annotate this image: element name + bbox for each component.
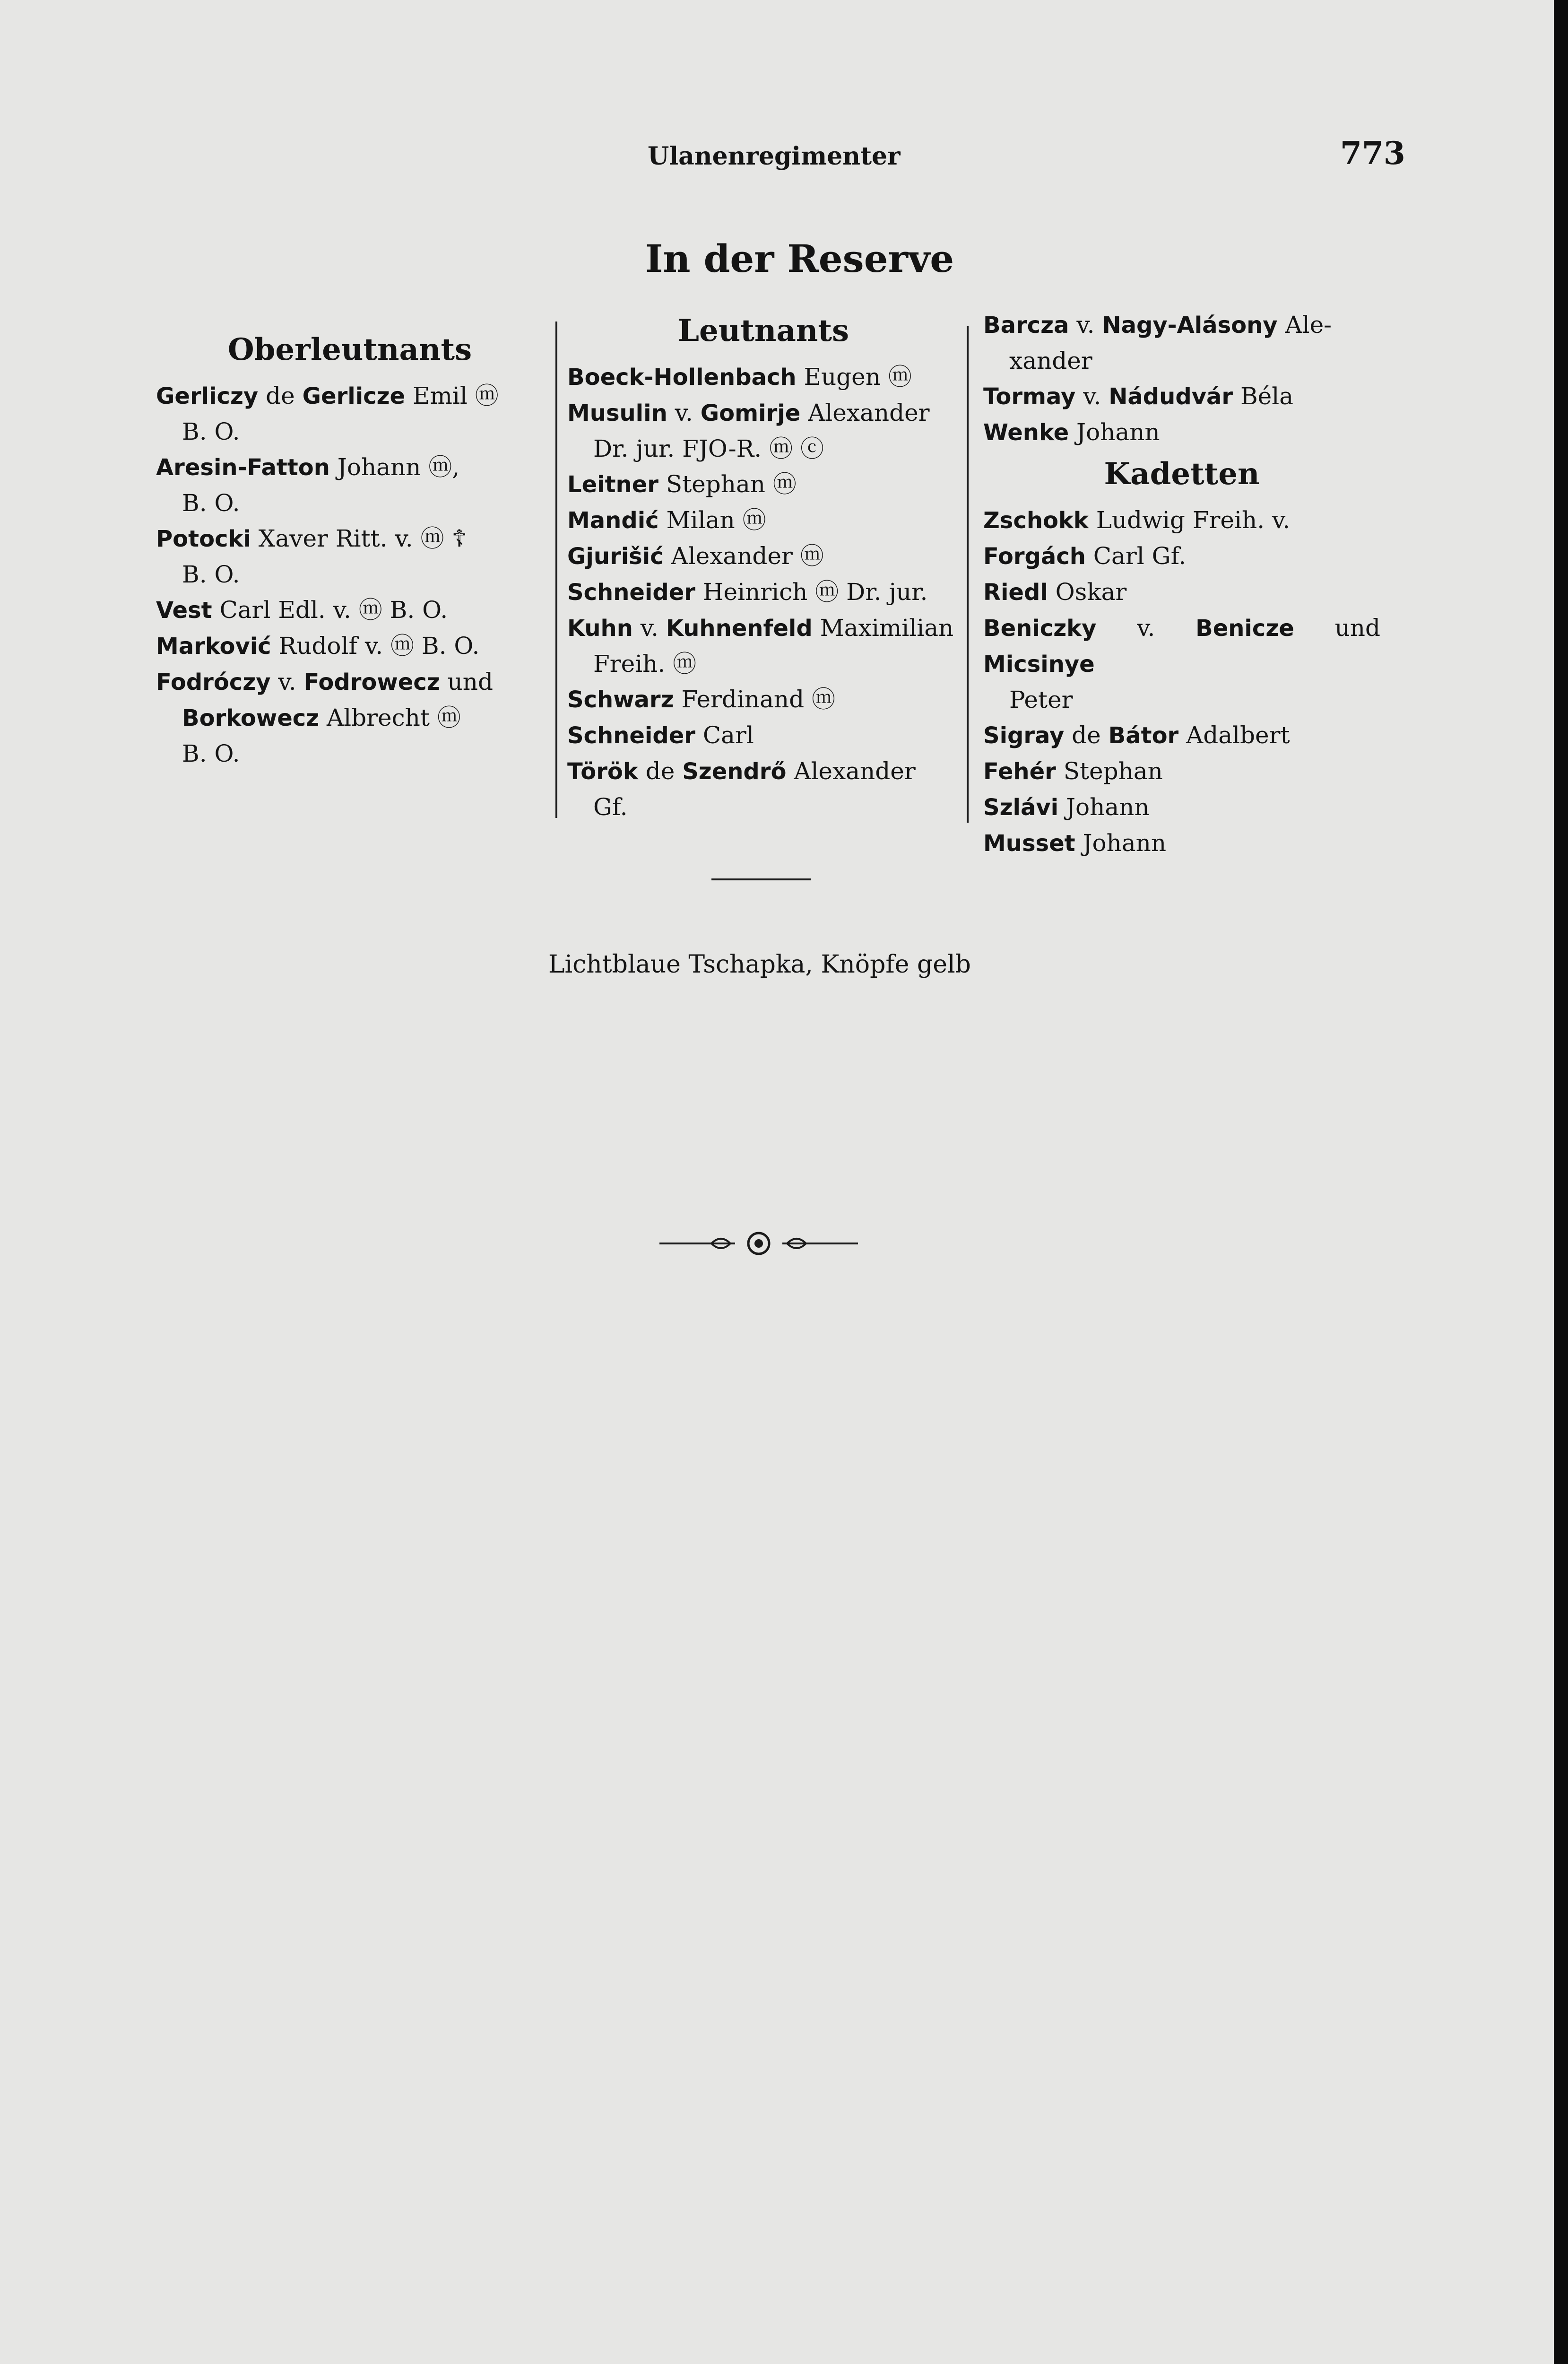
name-text: Béla xyxy=(1233,382,1294,410)
surname: Török xyxy=(567,758,638,785)
column-oberleutnants xyxy=(156,307,544,772)
surname: Leitner xyxy=(567,471,658,498)
running-header: Ulanenregimenter xyxy=(648,142,901,171)
surname: Benicze xyxy=(1195,615,1294,642)
surname: Forgách xyxy=(983,543,1086,570)
surname: Fodrowecz xyxy=(303,669,440,695)
scan-edge xyxy=(1554,0,1568,2364)
name-text: Ale- xyxy=(1277,311,1332,339)
surname: Musset xyxy=(983,830,1075,857)
name-text: v. xyxy=(667,399,701,426)
roster-entry xyxy=(567,503,960,539)
name-text: Stephan ⓜ xyxy=(658,470,797,498)
column-leutnants xyxy=(567,307,960,825)
column-rule xyxy=(967,326,969,823)
name-text: Stephan xyxy=(1056,757,1163,785)
entry-continuation: Peter xyxy=(1009,686,1073,713)
divider-line xyxy=(711,878,811,880)
surname: Boeck-Hollenbach xyxy=(567,364,797,391)
entry-continuation: xander xyxy=(1009,347,1092,374)
name-text: Johann ⓜ, xyxy=(329,453,460,481)
roster-entry xyxy=(983,503,1380,539)
surname: Micsinye xyxy=(983,651,1095,678)
roster-entry xyxy=(156,592,544,628)
name-text: Carl Gf. xyxy=(1085,542,1187,570)
roster-entry xyxy=(983,826,1380,861)
name-text: Oskar xyxy=(1048,578,1127,606)
roster-entry xyxy=(983,574,1380,610)
entry-list xyxy=(156,378,544,772)
roster-entry xyxy=(983,379,1380,415)
surname: Kuhn xyxy=(567,615,633,642)
name-text: Carl xyxy=(695,721,754,749)
roster-entry xyxy=(156,664,544,700)
surname: Vest xyxy=(156,597,212,624)
roster-entry xyxy=(156,628,544,664)
surname: Zschokk xyxy=(983,507,1089,534)
surname: Kuhnenfeld xyxy=(666,615,813,642)
roster-entry xyxy=(567,467,960,503)
surname: Szlávi xyxy=(983,794,1059,821)
name-text: Emil ⓜ xyxy=(405,382,499,409)
surname: Musulin xyxy=(567,400,667,426)
entry-list-continued xyxy=(983,307,1380,451)
surname: Riedl xyxy=(983,579,1048,606)
roster-entry xyxy=(567,395,960,431)
roster-entry xyxy=(567,359,960,395)
column-heading: Leutnants xyxy=(678,313,849,348)
roster-entry xyxy=(156,521,544,557)
surname: Fehér xyxy=(983,758,1056,785)
roster-entry xyxy=(983,718,1380,754)
name-text: Eugen ⓜ xyxy=(796,363,912,391)
name-text: Heinrich ⓜ Dr. jur. xyxy=(695,578,928,606)
name-text: Johann xyxy=(1075,829,1167,857)
name-text: v. xyxy=(1069,311,1102,339)
name-text: Adalbert xyxy=(1178,721,1290,749)
roster-entry xyxy=(983,754,1380,790)
name-text: Ferdinand ⓜ xyxy=(674,686,836,713)
name-text: Albrecht ⓜ xyxy=(319,704,461,731)
surname: Nádudvár xyxy=(1109,383,1233,410)
name-text: v. xyxy=(270,668,304,695)
name-text: Rudolf v. ⓜ B. O. xyxy=(271,632,480,660)
roster-entry xyxy=(156,378,544,414)
name-text: Ludwig Freih. v. xyxy=(1088,506,1291,534)
entry-continuation: Dr. jur. FJO-R. ⓜ ⓒ xyxy=(593,435,824,462)
surname: Gjurišić xyxy=(567,543,664,570)
name-text: und xyxy=(440,668,493,695)
roster-entry xyxy=(156,450,544,486)
column-heading: Oberleutnants xyxy=(227,332,472,367)
name-text: Johann xyxy=(1058,793,1150,821)
name-text: Xaver Ritt. v. ⓜ ☦ xyxy=(251,525,467,552)
name-text: Alexander ⓜ xyxy=(663,542,824,570)
entry-continuation: Gf. xyxy=(593,793,628,821)
name-text: und xyxy=(1294,614,1380,642)
name-text: v. xyxy=(632,614,666,642)
roster-entry xyxy=(567,682,960,718)
roster-entry xyxy=(983,790,1380,826)
uniform-note: Lichtblaue Tschapka, Knöpfe gelb xyxy=(548,950,971,979)
roster-entry xyxy=(567,754,960,790)
surname: Schwarz xyxy=(567,687,674,713)
page-number: 773 xyxy=(1340,135,1405,172)
surname: Aresin-Fatton xyxy=(156,454,330,481)
surname: Potocki xyxy=(156,526,251,552)
roster-entry xyxy=(983,610,1380,682)
roster-entry xyxy=(983,307,1380,343)
surname: Fodróczy xyxy=(156,669,271,695)
entry-continuation: B. O. xyxy=(182,418,240,445)
surname: Gomirje xyxy=(700,400,801,426)
name-text: Johann xyxy=(1069,418,1160,446)
name-text: Alexander xyxy=(800,399,930,426)
roster-entry xyxy=(983,539,1380,574)
roster-entry xyxy=(567,718,960,754)
surname: Gerlicze xyxy=(302,383,406,409)
surname: Szendrő xyxy=(682,758,787,785)
surname: Gerliczy xyxy=(156,383,259,409)
surname: Nagy-Alásony xyxy=(1102,312,1278,339)
entry-list xyxy=(567,359,960,825)
name-text: de xyxy=(1064,721,1109,749)
roster-entry xyxy=(567,574,960,610)
name-text: Maximilian xyxy=(812,614,954,642)
surname: Schneider xyxy=(567,579,695,606)
name-text: v. xyxy=(1075,382,1109,410)
surname: Beniczky xyxy=(983,615,1097,642)
section-title: In der Reserve xyxy=(645,236,954,281)
surname: Borkowecz xyxy=(182,705,320,731)
roster-entry xyxy=(983,415,1380,451)
surname: Marković xyxy=(156,633,271,660)
roster-entry xyxy=(156,700,544,736)
roster-entry xyxy=(567,539,960,574)
entry-continuation: B. O. xyxy=(182,740,240,767)
column-heading: Kadetten xyxy=(1104,456,1260,492)
entry-continuation: B. O. xyxy=(182,489,240,517)
surname: Tormay xyxy=(983,383,1076,410)
surname: Wenke xyxy=(983,419,1069,446)
column-kadetten xyxy=(983,307,1380,861)
surname: Schneider xyxy=(567,722,695,749)
ornament-icon xyxy=(659,1229,858,1258)
name-text: Carl Edl. v. ⓜ B. O. xyxy=(212,596,448,624)
name-text: de xyxy=(638,757,683,785)
name-text: Milan ⓜ xyxy=(658,506,766,534)
entry-continuation: B. O. xyxy=(182,561,240,588)
surname: Barcza xyxy=(983,312,1069,339)
entry-continuation: Freih. ⓜ xyxy=(593,650,697,678)
column-rule xyxy=(555,322,557,818)
name-text: de xyxy=(258,382,303,409)
surname: Mandić xyxy=(567,507,659,534)
roster-entry xyxy=(567,610,960,646)
surname: Sigray xyxy=(983,722,1065,749)
entry-list xyxy=(983,503,1380,861)
name-text: v. xyxy=(1096,614,1196,642)
surname: Bátor xyxy=(1108,722,1179,749)
name-text: Alexander xyxy=(786,757,916,785)
